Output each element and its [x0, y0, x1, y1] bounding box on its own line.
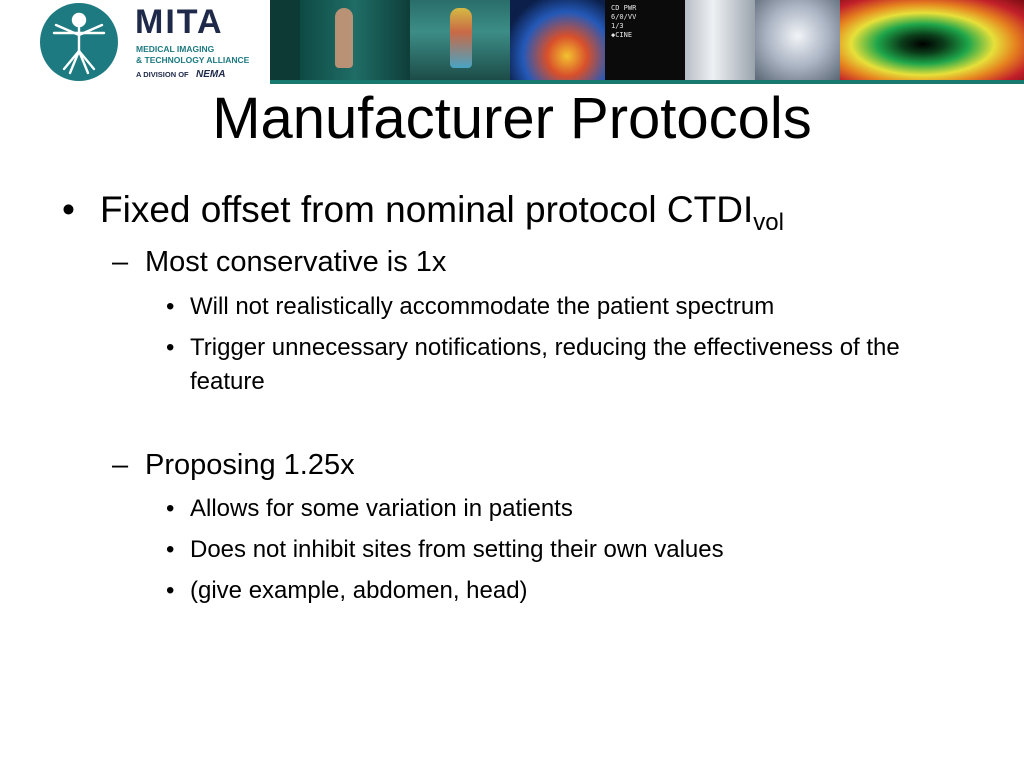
anatomy-image	[300, 0, 410, 80]
mita-logo	[0, 0, 280, 84]
medical-images-strip	[270, 0, 1024, 84]
slide-title: Manufacturer Protocols	[212, 86, 812, 151]
bullet-marker: •	[166, 536, 175, 563]
bullet-text	[100, 188, 784, 236]
bullet-text: Proposing 1.25x	[145, 449, 355, 481]
bullet-text: Most conservative is 1x	[145, 246, 447, 278]
ultrasound-doppler-image	[510, 0, 605, 80]
scanner-readout-graphic: CD PWR 6/0/VV 1/3 ◆CINE	[611, 4, 637, 39]
division-name: NEMA	[196, 69, 226, 80]
bullet-marker: •	[166, 577, 175, 604]
division-prefix: A DIVISION OF	[136, 70, 189, 79]
bullet-text-main: Fixed offset from nominal protocol CTDI	[100, 189, 754, 230]
body-scan-figure-icon	[450, 8, 472, 68]
bullet-subscript: vol	[753, 209, 784, 236]
skull-xray-image	[755, 0, 840, 80]
body-figure-icon	[335, 8, 353, 68]
bullet-text: Allows for some variation in patients	[190, 495, 573, 522]
brand-name: MITA	[135, 3, 224, 41]
knee-xray-image	[685, 0, 755, 80]
bullet-text: Does not inhibit sites from setting their own values	[190, 536, 724, 563]
body-scan-image	[410, 0, 510, 80]
brand-subtitle-line2: & TECHNOLOGY ALLIANCE	[136, 55, 250, 65]
dash-marker: –	[112, 246, 129, 278]
bullet-text: (give example, abdomen, head)	[190, 577, 528, 604]
bullet-marker: •	[62, 189, 75, 230]
bullet-marker: •	[166, 293, 175, 320]
dash-marker: –	[112, 449, 129, 481]
scanner-readout-image	[605, 0, 685, 80]
header-banner	[0, 0, 1024, 84]
brand-subtitle-line1: MEDICAL IMAGING	[136, 44, 215, 54]
bullet-marker: •	[166, 495, 175, 522]
bullet-marker: •	[166, 334, 175, 361]
thermal-map-image	[840, 0, 1024, 80]
bullet-text: Will not realistically accommodate the patient spectrum	[190, 293, 775, 320]
bullet-text: Trigger unnecessary notifications, reducing the effectiveness of the feature	[190, 334, 900, 395]
vitruvian-figure-icon	[40, 3, 118, 81]
